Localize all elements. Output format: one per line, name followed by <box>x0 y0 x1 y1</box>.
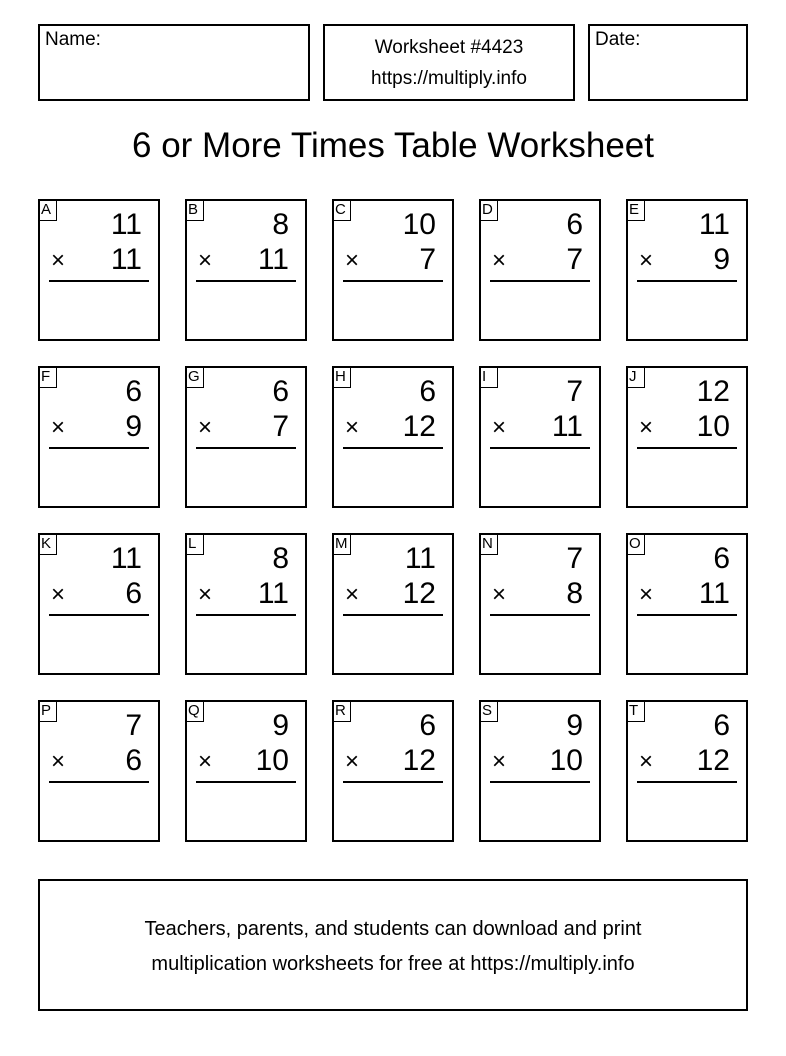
answer-line <box>637 447 737 449</box>
worksheet-id-box <box>323 24 575 101</box>
times-sign: × <box>345 581 360 608</box>
multiplicand: 6 <box>272 375 289 408</box>
times-sign: × <box>639 247 654 274</box>
worksheet-number: Worksheet #4423 <box>374 37 524 58</box>
multiplicand: 10 <box>402 208 436 241</box>
multiplier: 11 <box>257 577 289 610</box>
multiplicand: 7 <box>125 709 142 742</box>
problem-card <box>38 533 160 675</box>
times-sign: × <box>492 581 507 608</box>
problem-letter: Q <box>185 700 204 722</box>
date-label: Date: <box>595 29 641 50</box>
footer-line-2: multiplication worksheets for free at https://multiply.info <box>151 953 635 975</box>
answer-line <box>196 614 296 616</box>
answer-line <box>637 614 737 616</box>
answer-line <box>49 614 149 616</box>
times-sign: × <box>51 414 66 441</box>
times-sign: × <box>492 414 507 441</box>
multiplier: 11 <box>257 243 289 276</box>
answer-line <box>343 614 443 616</box>
problem-card <box>332 199 454 341</box>
multiplier: 11 <box>551 410 583 443</box>
problem-letter: R <box>332 700 351 722</box>
name-label: Name: <box>45 29 101 50</box>
times-sign: × <box>345 414 360 441</box>
times-sign: × <box>198 247 213 274</box>
problem-letter: A <box>38 199 57 221</box>
multiplier: 10 <box>549 744 583 777</box>
date-field-box <box>588 24 748 101</box>
problem-card <box>332 366 454 508</box>
problem-letter: F <box>38 366 57 388</box>
times-sign: × <box>639 748 654 775</box>
times-sign: × <box>492 748 507 775</box>
multiplier: 11 <box>698 577 730 610</box>
answer-line <box>196 280 296 282</box>
multiplier: 7 <box>566 243 583 276</box>
problem-letter: E <box>626 199 645 221</box>
multiplier: 10 <box>696 410 730 443</box>
multiplier: 12 <box>402 744 436 777</box>
multiplier: 9 <box>713 243 730 276</box>
problem-letter: S <box>479 700 498 722</box>
problem-card <box>185 533 307 675</box>
problem-letter: P <box>38 700 57 722</box>
problem-letter: G <box>185 366 204 388</box>
footer-note <box>38 879 748 1011</box>
times-sign: × <box>345 748 360 775</box>
problem-card <box>38 700 160 842</box>
multiplicand: 8 <box>272 208 289 241</box>
problem-card <box>479 199 601 341</box>
multiplicand: 7 <box>566 375 583 408</box>
multiplicand: 11 <box>110 542 142 575</box>
answer-line <box>490 280 590 282</box>
multiplier: 12 <box>696 744 730 777</box>
multiplier: 7 <box>419 243 436 276</box>
times-sign: × <box>198 414 213 441</box>
times-sign: × <box>51 748 66 775</box>
multiplicand: 6 <box>125 375 142 408</box>
multiplicand: 6 <box>713 709 730 742</box>
problem-card <box>626 366 748 508</box>
multiplicand: 7 <box>566 542 583 575</box>
answer-line <box>637 280 737 282</box>
problem-card <box>479 533 601 675</box>
multiplier: 6 <box>125 577 142 610</box>
multiplicand: 8 <box>272 542 289 575</box>
problem-letter: D <box>479 199 498 221</box>
problem-card <box>38 199 160 341</box>
problem-letter: M <box>332 533 351 555</box>
times-sign: × <box>639 414 654 441</box>
multiplicand: 11 <box>404 542 436 575</box>
page-title: 6 or More Times Table Worksheet <box>132 126 654 165</box>
times-sign: × <box>51 247 66 274</box>
problem-letter: O <box>626 533 645 555</box>
answer-line <box>196 447 296 449</box>
multiplicand: 9 <box>566 709 583 742</box>
multiplicand: 6 <box>713 542 730 575</box>
answer-line <box>637 781 737 783</box>
answer-line <box>343 781 443 783</box>
times-sign: × <box>198 581 213 608</box>
multiplier: 6 <box>125 744 142 777</box>
problem-letter: B <box>185 199 204 221</box>
problem-card <box>38 366 160 508</box>
problem-card <box>332 533 454 675</box>
footer-line-1: Teachers, parents, and students can download and print <box>144 918 642 940</box>
multiplicand: 6 <box>566 208 583 241</box>
problem-letter: H <box>332 366 351 388</box>
multiplier: 9 <box>125 410 142 443</box>
times-sign: × <box>345 247 360 274</box>
multiplier: 12 <box>402 577 436 610</box>
problem-card <box>185 366 307 508</box>
problem-card <box>626 533 748 675</box>
multiplier: 11 <box>110 243 142 276</box>
problem-card <box>185 199 307 341</box>
problem-letter: C <box>332 199 351 221</box>
multiplicand: 12 <box>696 375 730 408</box>
answer-line <box>343 447 443 449</box>
problem-card <box>626 199 748 341</box>
answer-line <box>49 781 149 783</box>
multiplicand: 9 <box>272 709 289 742</box>
multiplicand: 11 <box>110 208 142 241</box>
multiplicand: 6 <box>419 709 436 742</box>
multiplier: 7 <box>272 410 289 443</box>
answer-line <box>49 447 149 449</box>
times-sign: × <box>492 247 507 274</box>
problem-letter: N <box>479 533 498 555</box>
problem-letter: I <box>479 366 498 388</box>
multiplicand: 6 <box>419 375 436 408</box>
times-sign: × <box>198 748 213 775</box>
problem-card <box>332 700 454 842</box>
problem-card <box>479 366 601 508</box>
problem-letter: T <box>626 700 645 722</box>
problem-letter: K <box>38 533 57 555</box>
site-url: https://multiply.info <box>371 68 527 89</box>
answer-line <box>343 280 443 282</box>
problem-grid <box>38 199 748 842</box>
multiplier: 8 <box>566 577 583 610</box>
multiplicand: 11 <box>698 208 730 241</box>
name-field-box <box>38 24 310 101</box>
multiplier: 10 <box>255 744 289 777</box>
answer-line <box>196 781 296 783</box>
answer-line <box>490 447 590 449</box>
times-sign: × <box>639 581 654 608</box>
problem-letter: L <box>185 533 204 555</box>
problem-card <box>479 700 601 842</box>
answer-line <box>49 280 149 282</box>
answer-line <box>490 614 590 616</box>
answer-line <box>490 781 590 783</box>
times-sign: × <box>51 581 66 608</box>
problem-card <box>185 700 307 842</box>
problem-letter: J <box>626 366 645 388</box>
problem-card <box>626 700 748 842</box>
multiplier: 12 <box>402 410 436 443</box>
